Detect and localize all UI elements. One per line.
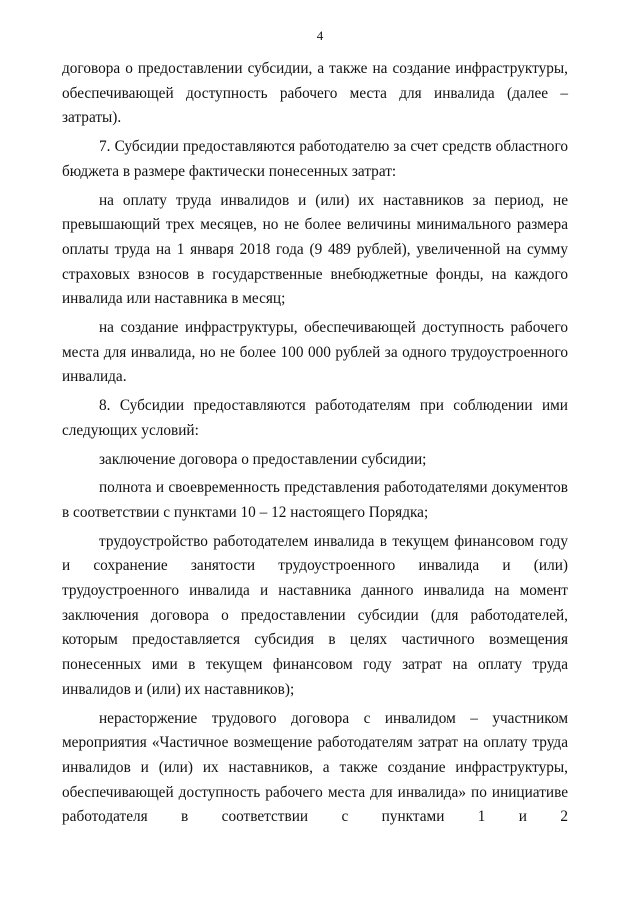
paragraph-continuation: договора о предоставлении субсидии, а также на создание инфраструктуры, обеспечивающей доступность рабочего места для инвалида (далее – затраты). (62, 60, 568, 127)
document-body (62, 57, 568, 834)
paragraph-item-8: 8. Субсидии предоставляются работодателям при соблюдении ими следующих условий: (62, 397, 568, 439)
page-number: 4 (316, 28, 324, 43)
paragraph-condition-documents: полнота и своевременность представления работодателями документов в соответствии с пунктами 10 – 12 настоящего Порядка; (62, 479, 568, 521)
paragraph-condition-non-termination: нерасторжение трудового договора с инвалидом – участником мероприятия «Частичное возмещение работодателям затрат на оплату труда инвалидов и (или) их наставников, а также создание инфраструктуры, обеспечивающей доступность рабочего места для инвалида» по инициативе работодателя в соответствии с пунктами 1 и 2 (62, 709, 568, 826)
paragraph-item-7-infrastructure: на создание инфраструктуры, обеспечивающей доступность рабочего места для инвалида, но не более 100 000 рублей за одного трудоустроенного инвалида. (62, 319, 568, 386)
paragraph-condition-employment: трудоустройство работодателем инвалида в текущем финансовом году и сохранение занятости трудоустроенного инвалида и (или) трудоустроенного инвалида и наставника данного инвалида на момент заключения договора о предоставлении субсидии (для работодателей, которым предоставляется субсидия в целях частичного возмещения понесенных ими в текущем финансовом году затрат на оплату труда инвалидов и (или) их наставников); (62, 532, 568, 698)
paragraph-item-7-wages: на оплату труда инвалидов и (или) их наставников за период, не превышающий трех месяцев, но не более величины минимального размера оплаты труда на 1 января 2018 года (9 489 рублей), увеличенной на сумму страховых взносов в государственные внебюджетные фонды, на каждого инвалида или наставника в месяц; (62, 191, 568, 308)
paragraph-condition-contract: заключение договора о предоставлении субсидии; (99, 450, 427, 468)
paragraph-item-7: 7. Субсидии предоставляются работодателю за счет средств областного бюджета в размере фактически понесенных затрат: (62, 138, 568, 180)
